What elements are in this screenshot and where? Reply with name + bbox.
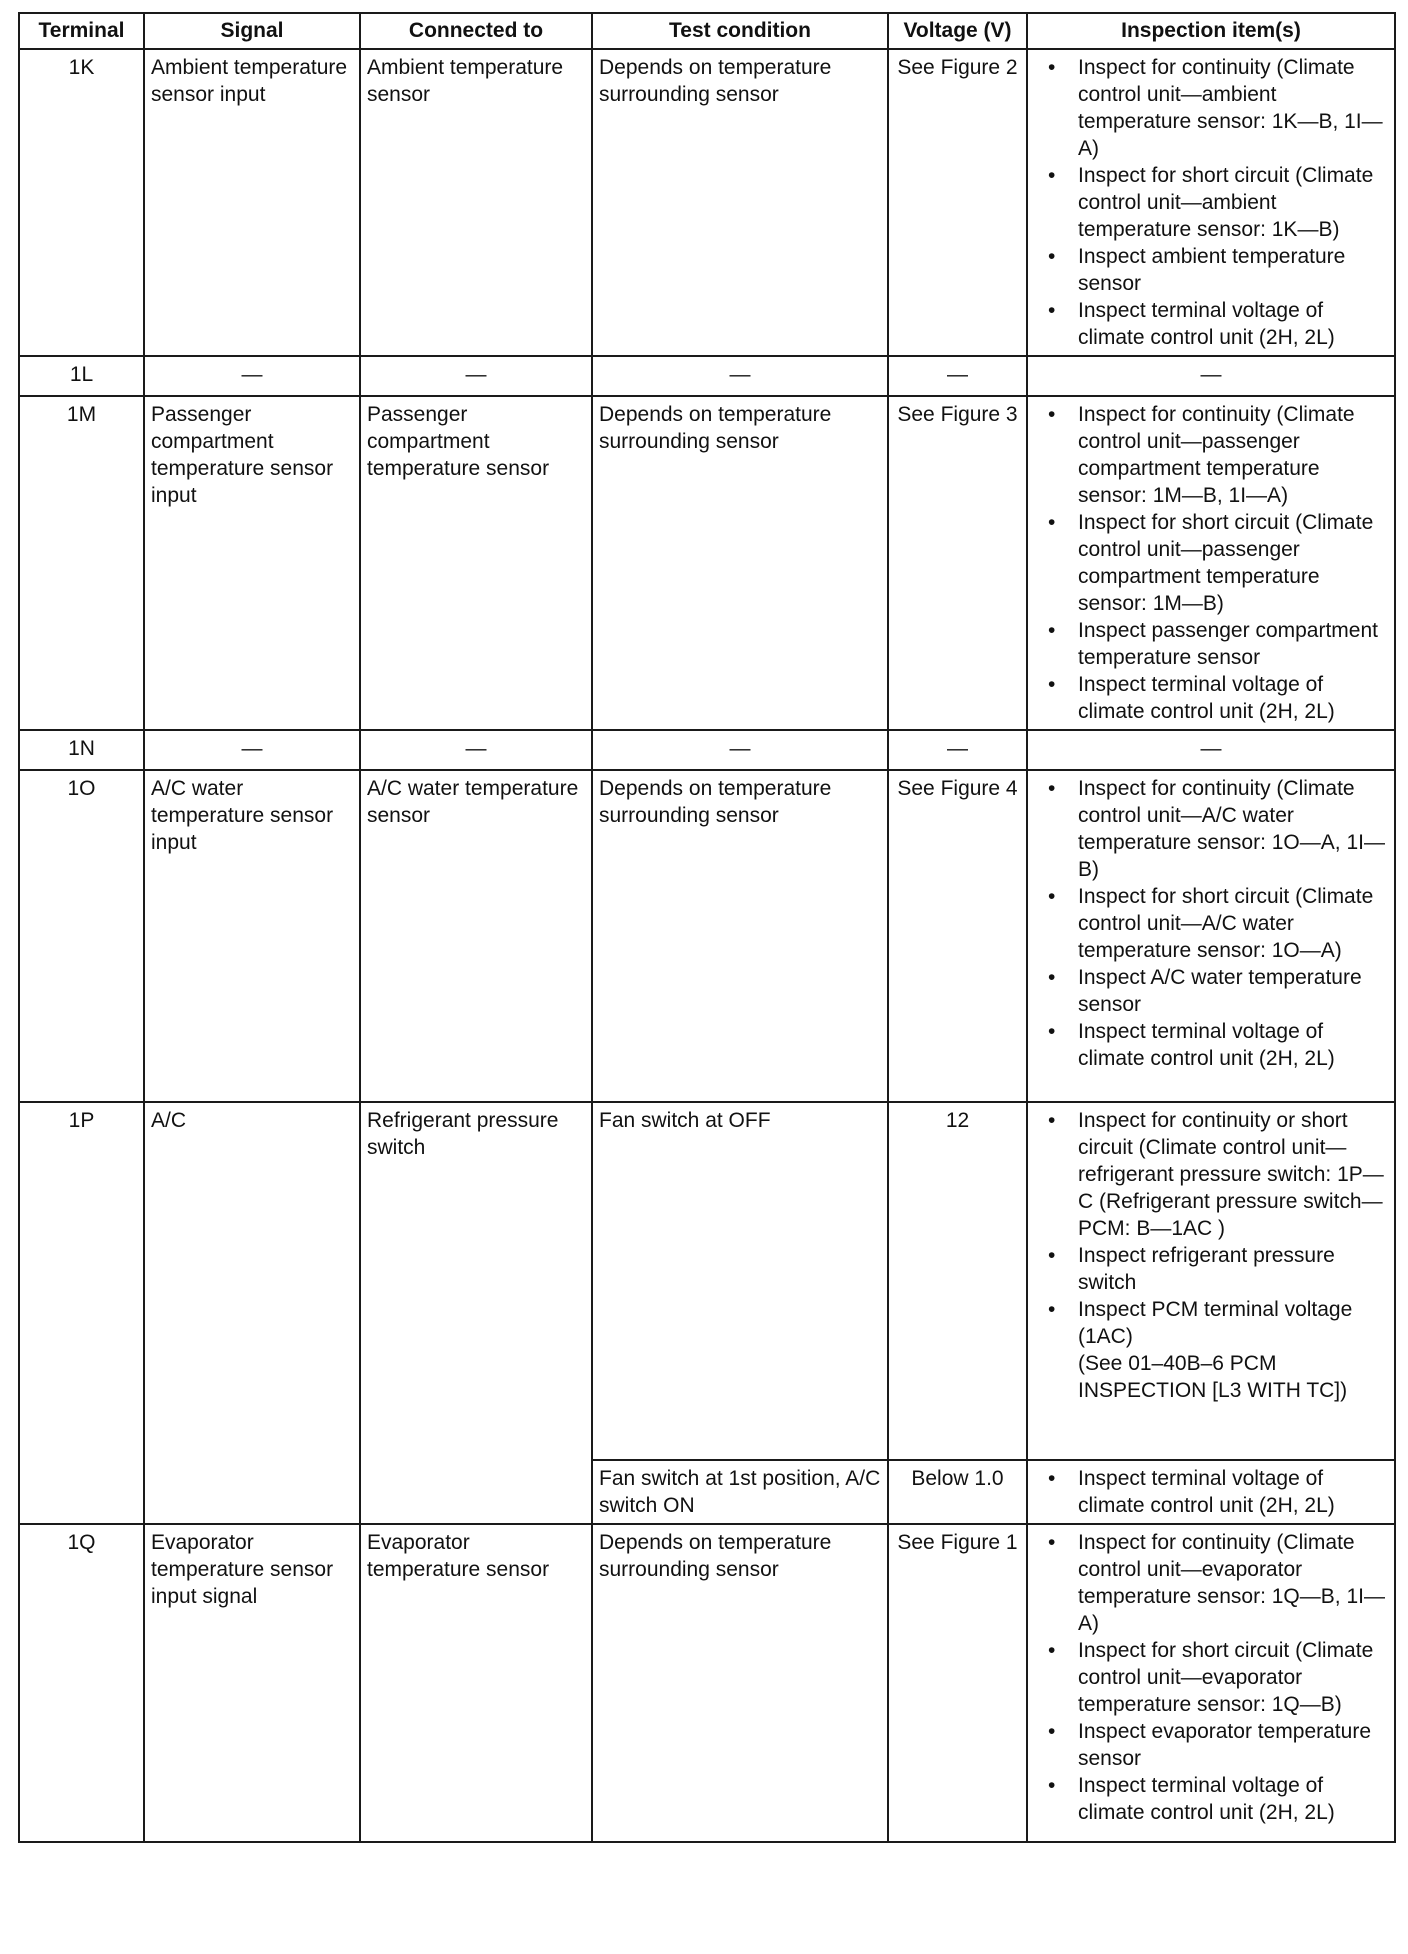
empty-dash: — bbox=[592, 730, 888, 770]
table-row bbox=[19, 49, 1395, 356]
header-terminal: Terminal bbox=[19, 13, 144, 49]
voltage-cell: See Figure 2 bbox=[888, 49, 1027, 356]
inspection-list bbox=[1034, 775, 1388, 1072]
connected-to-cell: Refrigerant pressure switch bbox=[360, 1102, 592, 1524]
terminal-cell: 1P bbox=[19, 1102, 144, 1524]
empty-dash: — bbox=[888, 356, 1027, 396]
table-row bbox=[19, 356, 1395, 396]
connected-to-cell: Evaporator temperature sensor bbox=[360, 1524, 592, 1842]
inspection-items-cell bbox=[1027, 770, 1395, 1102]
table-row bbox=[19, 1524, 1395, 1842]
inspection-item: • Inspect for continuity or short circuit (Climate control unit—refrigerant pressure switch: 1P—C (Refrigerant pressure switch—PCM: B—1AC ) bbox=[1078, 1107, 1388, 1242]
empty-dash: — bbox=[360, 730, 592, 770]
empty-dash: — bbox=[1027, 730, 1395, 770]
terminal-cell: 1O bbox=[19, 770, 144, 1102]
inspection-item: • Inspect terminal voltage of climate control unit (2H, 2L) bbox=[1078, 671, 1388, 725]
inspection-list bbox=[1034, 401, 1388, 725]
empty-dash: — bbox=[144, 730, 360, 770]
table-row bbox=[19, 1102, 1395, 1460]
test-condition-cell: Depends on temperature surrounding sensor bbox=[592, 770, 888, 1102]
inspection-item: • Inspect terminal voltage of climate control unit (2H, 2L) bbox=[1078, 1018, 1388, 1072]
voltage-cell: See Figure 4 bbox=[888, 770, 1027, 1102]
inspection-list bbox=[1034, 1107, 1388, 1404]
terminal-cell: 1L bbox=[19, 356, 144, 396]
connected-to-cell: Passenger compartment temperature sensor bbox=[360, 396, 592, 730]
inspection-item: • Inspect evaporator temperature sensor bbox=[1078, 1718, 1388, 1772]
test-condition-cell: Depends on temperature surrounding sensor bbox=[592, 396, 888, 730]
inspection-items-cell bbox=[1027, 396, 1395, 730]
terminal-cell: 1K bbox=[19, 49, 144, 356]
inspection-item: • Inspect refrigerant pressure switch bbox=[1078, 1242, 1388, 1296]
header-connected-to: Connected to bbox=[360, 13, 592, 49]
terminal-cell: 1Q bbox=[19, 1524, 144, 1842]
inspection-item: • Inspect terminal voltage of climate control unit (2H, 2L) bbox=[1078, 1465, 1388, 1519]
empty-dash: — bbox=[144, 356, 360, 396]
signal-cell: Ambient temperature sensor input bbox=[144, 49, 360, 356]
inspection-items-cell bbox=[1027, 1524, 1395, 1842]
header-test-condition: Test condition bbox=[592, 13, 888, 49]
voltage-cell: Below 1.0 bbox=[888, 1460, 1027, 1524]
connected-to-cell: A/C water temperature sensor bbox=[360, 770, 592, 1102]
test-condition-cell: Fan switch at 1st position, A/C switch ON bbox=[592, 1460, 888, 1524]
inspection-item-text: Inspect PCM terminal voltage (1AC) bbox=[1078, 1298, 1353, 1348]
empty-dash: — bbox=[1027, 356, 1395, 396]
inspection-item: • Inspect for short circuit (Climate control unit—passenger compartment temperature sensor: 1M—B) bbox=[1078, 509, 1388, 617]
inspection-item: • Inspect for short circuit (Climate control unit—ambient temperature sensor: 1K—B) bbox=[1078, 162, 1388, 243]
test-condition-cell: Fan switch at OFF bbox=[592, 1102, 888, 1460]
inspection-item: • Inspect terminal voltage of climate control unit (2H, 2L) bbox=[1078, 297, 1388, 351]
terminal-inspection-table bbox=[18, 12, 1396, 1843]
inspection-list bbox=[1034, 54, 1388, 351]
inspection-items-cell bbox=[1027, 1102, 1395, 1460]
inspection-item: • Inspect for continuity (Climate control unit—evaporator temperature sensor: 1Q—B, 1I—A) bbox=[1078, 1529, 1388, 1637]
test-condition-cell: Depends on temperature surrounding sensor bbox=[592, 1524, 888, 1842]
inspection-list bbox=[1034, 1529, 1388, 1826]
test-condition-cell: Depends on temperature surrounding sensor bbox=[592, 49, 888, 356]
inspection-list bbox=[1034, 1465, 1388, 1519]
inspection-item: • Inspect terminal voltage of climate control unit (2H, 2L) bbox=[1078, 1772, 1388, 1826]
signal-cell: Passenger compartment temperature sensor input bbox=[144, 396, 360, 730]
inspection-items-cell bbox=[1027, 49, 1395, 356]
inspection-item: • Inspect ambient temperature sensor bbox=[1078, 243, 1388, 297]
voltage-cell: 12 bbox=[888, 1102, 1027, 1460]
header-row bbox=[19, 13, 1395, 49]
inspection-item: • Inspect for short circuit (Climate control unit—evaporator temperature sensor: 1Q—B) bbox=[1078, 1637, 1388, 1718]
signal-cell: A/C water temperature sensor input bbox=[144, 770, 360, 1102]
voltage-cell: See Figure 1 bbox=[888, 1524, 1027, 1842]
inspection-item: • Inspect for continuity (Climate control unit—passenger compartment temperature sensor: 1M—B, 1I—A) bbox=[1078, 401, 1388, 509]
inspection-item: • Inspect A/C water temperature sensor bbox=[1078, 964, 1388, 1018]
empty-dash: — bbox=[360, 356, 592, 396]
empty-dash: — bbox=[592, 356, 888, 396]
connected-to-cell: Ambient temperature sensor bbox=[360, 49, 592, 356]
table-row bbox=[19, 730, 1395, 770]
inspection-item: • Inspect passenger compartment temperature sensor bbox=[1078, 617, 1388, 671]
inspection-items-cell bbox=[1027, 1460, 1395, 1524]
voltage-cell: See Figure 3 bbox=[888, 396, 1027, 730]
signal-cell: Evaporator temperature sensor input signal bbox=[144, 1524, 360, 1842]
terminal-cell: 1M bbox=[19, 396, 144, 730]
inspection-item: • Inspect for short circuit (Climate control unit—A/C water temperature sensor: 1O—A) bbox=[1078, 883, 1388, 964]
table-row bbox=[19, 396, 1395, 730]
inspection-item: • Inspect for continuity (Climate control unit—A/C water temperature sensor: 1O—A, 1I—B) bbox=[1078, 775, 1388, 883]
inspection-item bbox=[1078, 1296, 1388, 1404]
empty-dash: — bbox=[888, 730, 1027, 770]
header-voltage: Voltage (V) bbox=[888, 13, 1027, 49]
signal-cell: A/C bbox=[144, 1102, 360, 1524]
inspection-item-note: (See 01–40B–6 PCM INSPECTION [L3 WITH TC]) bbox=[1078, 1352, 1348, 1402]
header-signal: Signal bbox=[144, 13, 360, 49]
table-row bbox=[19, 770, 1395, 1102]
terminal-cell: 1N bbox=[19, 730, 144, 770]
inspection-item: • Inspect for continuity (Climate control unit—ambient temperature sensor: 1K—B, 1I—A) bbox=[1078, 54, 1388, 162]
header-inspection-items: Inspection item(s) bbox=[1027, 13, 1395, 49]
